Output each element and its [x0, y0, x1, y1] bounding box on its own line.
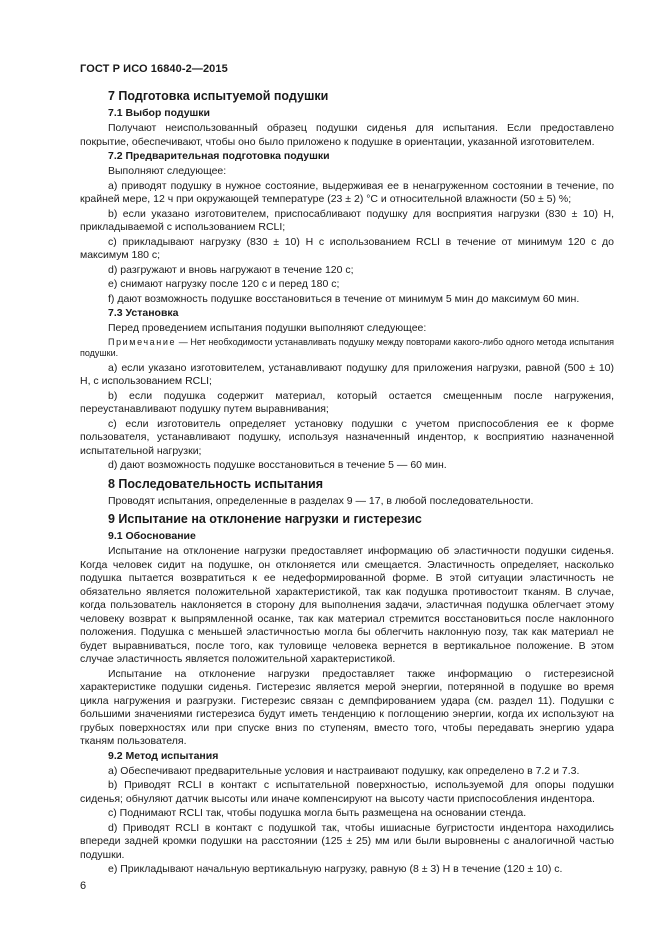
section-9-1-paragraph-2: Испытание на отклонение нагрузки предоставляет также информацию о гистерезисной характеристике подушки сиденья. Гистерезис является мерой энергии, потерянной в подушке во время цикла нагружения и разгрузки. Гистерезис связан с демпфированием удара (см. раздел 11). Подушки с большими значениями гистерезиса будут иметь тенденцию к поглощению энергии, когда их используют на грубых поверхностях или при спуске вниз по ступеням, вместо того, чтобы передавать энергию удара тканям пользователя.: [80, 667, 614, 747]
list-item: c) Поднимают RCLI так, чтобы подушка могла быть размещена на основании стенда.: [108, 807, 527, 819]
section-7-1-text: Получают неиспользованный образец подушки сиденья для испытания. Если предоставлено покрытие, обеспечивают, чтобы оно было приложено к подушке в ориентации, указанной изготовителем.: [80, 122, 614, 148]
list-item: d) Приводят RCLI в контакт с подушкой так, чтобы ишиасные бугристости индентора находились впереди задней кромки подушки на расстоянии (125 ± 25) мм или были выровнены с аналогичной частью подушки.: [80, 821, 614, 861]
list-item: e) Прикладывают начальную вертикальную нагрузку, равную (8 ± 3) Н в течение (120 ± 10) с.: [108, 863, 563, 875]
section-9-2-title: 9.2 Метод испытания: [108, 749, 219, 762]
section-7-2-title: 7.2 Предварительная подготовка подушки: [108, 150, 330, 162]
section-7-3-intro: Перед проведением испытания подушки выполняют следующее:: [108, 322, 427, 334]
note-text: — Нет необходимости устанавливать подушку между повторами какого-либо одного метода испытания подушки.: [80, 336, 614, 358]
document-header: ГОСТ Р ИСО 16840-2—2015: [80, 63, 228, 75]
list-item: d) разгружают и вновь нагружают в течение 120 с;: [108, 263, 354, 276]
note-label: Примечание: [108, 336, 177, 347]
list-item: b) если указано изготовителем, приспосабливают подушку для восприятия нагрузки (830 ± 10) Н, прикладываемой с использованием RCLI;: [80, 207, 614, 233]
section-7-1-title: 7.1 Выбор подушки: [108, 107, 211, 119]
list-item: b) Приводят RCLI в контакт с испытательной поверхностью, используемой для опоры подушки сиденья; обнуляют датчик высоты или иначе компенсируют на высоту части приспособления индентора.: [80, 779, 614, 805]
list-item: a) приводят подушку в нужное состояние, выдерживая ее в ненагруженном состоянии в течение, по крайней мере, 12 ч при окружающей температуре (23 ± 2) °С и относительной влажности (50 ± 5) %;: [80, 179, 614, 205]
section-9-title: 9 Испытание на отклонение нагрузки и гистерезис: [108, 512, 422, 526]
list-item: d) дают возможность подушке восстановиться в течение 5 — 60 мин.: [108, 459, 447, 471]
section-9-1-paragraph-1: Испытание на отклонение нагрузки предоставляет информацию об эластичности подушки сиденья. Когда человек сидит на подушке, он отклоняется или смещается. Эластичность определяет, насколько подушка пытается возвратиться к ее недеформированной форме. В этой ситуации эластичность не обязательно является положительной характеристикой, так как подушка противостоит тканям. В случае, когда пользователь наклоняется в сторону для выполнения задачи, эластичная подушка облегчает этому человеку возврат к выпрямленной осанке, так как материал стремится восстановиться после наклонного положения. Подушка с меньшей эластичностью могла бы облегчить наклонную позу, так как материал не будет выравниваться, после того, как туловище человека вернется в вертикальное положение. В этом случае эластичность является положительной характеристикой.: [80, 545, 614, 665]
section-9-1-title: 9.1 Обоснование: [108, 530, 196, 542]
list-item: e) снимают нагрузку после 120 с и перед 180 с;: [108, 278, 340, 290]
document-body: [80, 89, 614, 878]
section-7-title: 7 Подготовка испытуемой подушки: [108, 89, 329, 103]
section-7-2-intro: Выполняют следующее:: [108, 165, 227, 177]
list-item: a) если указано изготовителем, устанавливают подушку для приложения нагрузки, равной (500 ± 10) Н, с использованием RCLI;: [80, 361, 614, 387]
section-8-text: Проводят испытания, определенные в разделах 9 — 17, в любой последовательности.: [108, 494, 534, 507]
list-item: f) дают возможность подушке восстановиться в течение от минимум 5 мин до максимум 60 мин.: [108, 292, 580, 305]
list-item: c) если изготовитель определяет установку подушки с учетом приспособления ее к форме пользователя, устанавливают подушку, используя назначенный индентор, к восприятию назначенной испытательной нагрузки;: [80, 417, 614, 457]
page-number: 6: [80, 880, 87, 892]
list-item: b) если подушка содержит материал, который остается смещенным после нагружения, переустанавливают подушку путем выравнивания;: [80, 389, 614, 415]
note: [80, 337, 614, 360]
section-7-3-title: 7.3 Установка: [108, 307, 179, 319]
list-item: a) Обеспечивают предварительные условия и настраивают подушку, как определено в 7.2 и 7.3.: [108, 764, 580, 777]
list-item: c) прикладывают нагрузку (830 ± 10) Н с использованием RCLI в течение от минимум 120 с до максимум 180 с;: [80, 235, 614, 261]
section-8-title: 8 Последовательность испытания: [108, 476, 324, 491]
